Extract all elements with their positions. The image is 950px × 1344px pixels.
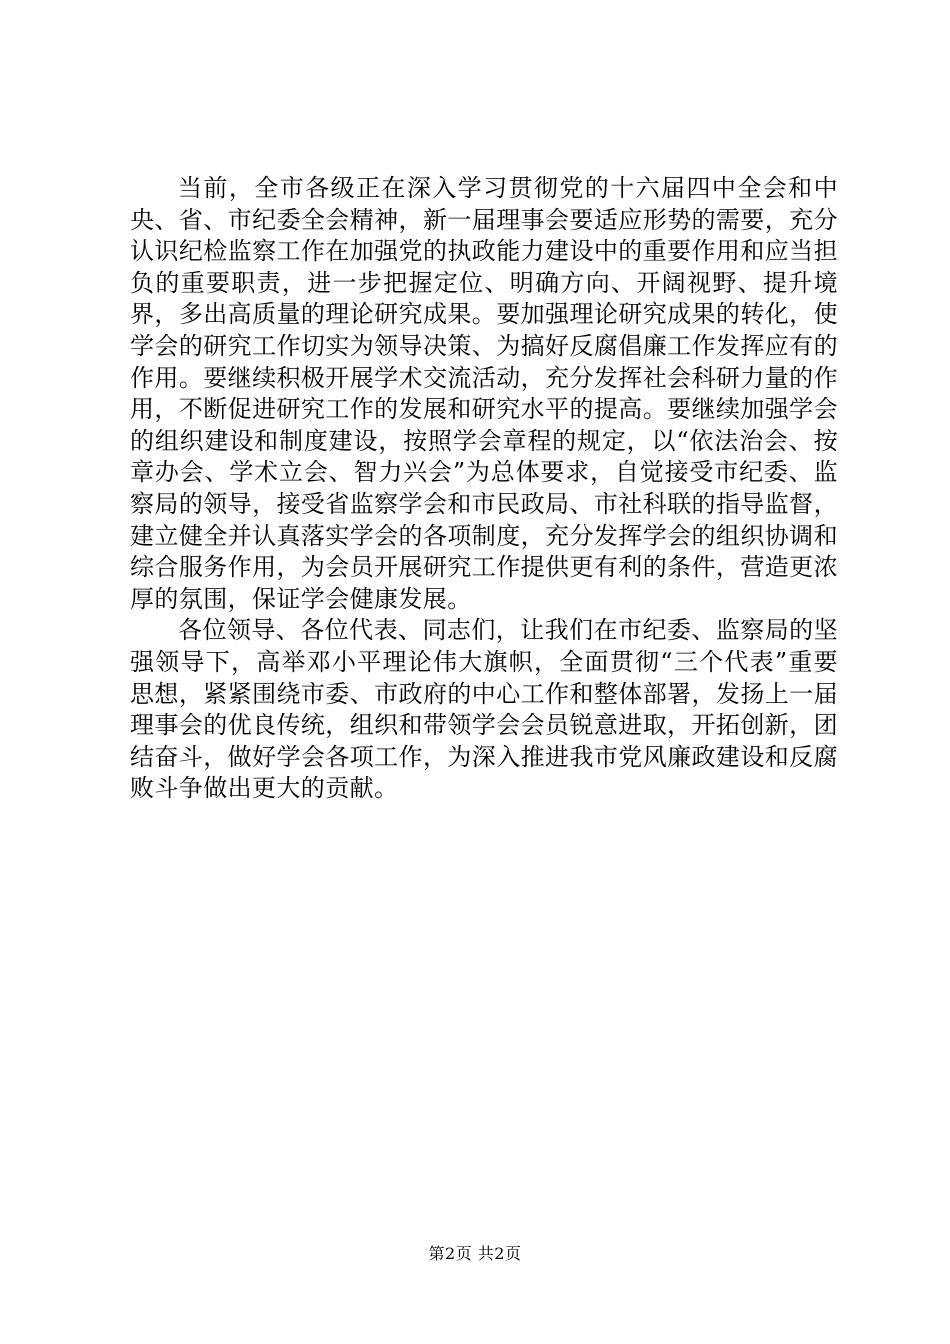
page-footer: [0, 1244, 950, 1264]
paragraph-2: 各位领导、各位代表、同志们，让我们在市纪委、监察局的坚强领导下，高举邓小平理论伟大旗帜，全面贯彻“三个代表”重要思想，紧紧围绕市委、市政府的中心工作和整体部署，发扬上一届理事会的优良传统，组织和带领学会会员锐意进取，开拓创新，团结奋斗，做好学会各项工作，为深入推进我市党风廉政建设和反腐败斗争做出更大的贡献。: [130, 616, 838, 803]
page-number-label: 第2页 共2页: [428, 1244, 522, 1263]
document-body: [130, 173, 838, 805]
paragraph-1: 当前，全市各级正在深入学习贯彻党的十六届四中全会和中央、省、市纪委全会精神，新一届理事会要适应形势的需要，充分认识纪检监察工作在加强党的执政能力建设中的重要作用和应当担负的重要职责，进一步把握定位、明确方向、开阔视野、提升境界，多出高质量的理论研究成果。要加强理论研究成果的转化，使学会的研究工作切实为领导决策、为搞好反腐倡廉工作发挥应有的作用。要继续积极开展学术交流活动，充分发挥社会科研力量的作用，不断促进研究工作的发展和研究水平的提高。要继续加强学会的组织建设和制度建设，按照学会章程的规定，以“依法治会、按章办会、学术立会、智力兴会”为总体要求，自觉接受市纪委、监察局的领导，接受省监察学会和市民政局、市社科联的指导监督，建立健全并认真落实学会的各项制度，充分发挥学会的组织协调和综合服务作用，为会员开展研究工作提供更有利的条件，营造更浓厚的氛围，保证学会健康发展。: [130, 174, 838, 613]
